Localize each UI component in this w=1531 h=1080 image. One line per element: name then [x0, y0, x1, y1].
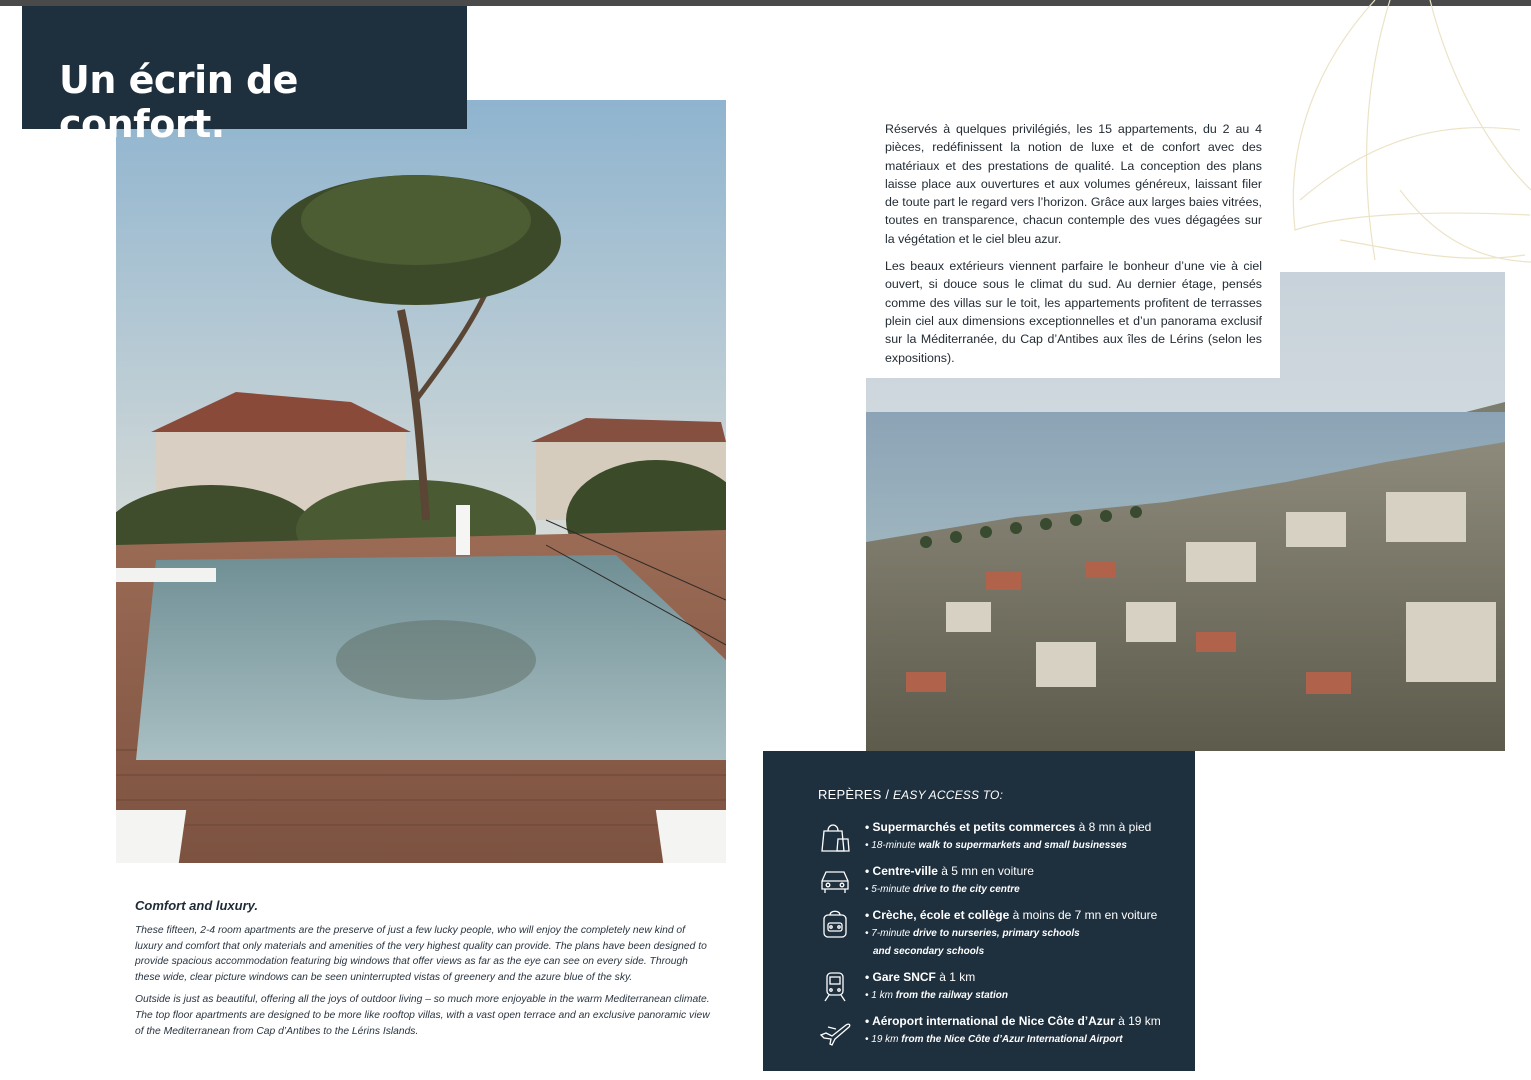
train-icon: [818, 969, 852, 1003]
access-panel: [763, 751, 1195, 1071]
schools-fr-bold: • Crèche, école et collège: [865, 908, 1010, 922]
city-en-light: • 5-minute: [865, 884, 913, 895]
airport-fr-bold: • Aéroport international de Nice Côte d’Azur: [865, 1014, 1115, 1028]
english-heading: Comfort and luxury.: [135, 898, 259, 913]
railway-fr-rest: à 1 km: [935, 970, 976, 984]
page-title: Un écrin de confort.: [59, 58, 298, 146]
airplane-icon: [818, 1013, 852, 1047]
schools-en-cont: and secondary schools: [873, 946, 985, 957]
railway-fr-bold: • Gare SNCF: [865, 970, 936, 984]
schools-en-bold: drive to nurseries, primary schools: [912, 928, 1080, 939]
airport-en-bold: from the Nice Côte d’Azur International Airport: [901, 1034, 1123, 1045]
access-heading-fr: REPÈRES /: [818, 787, 893, 802]
car-icon: [818, 863, 852, 897]
access-heading-en: EASY ACCESS TO:: [892, 788, 1004, 802]
french-paragraph-2: Les beaux extérieurs viennent parfaire le bonheur d’une vie à ciel ouvert, si douce sous le climat du sud. Au dernier étage, pensés comme des villas sur le toit, les appartements profitent de terrasses plein ciel aux dimensions exceptionnelles et d’un panorama exclusif sur la Méditerranée, du Cap d’Antibes aux îles de Lérins (selon les expositions).: [885, 259, 1262, 365]
title-block: [22, 6, 467, 146]
railway-en-bold: from the railway station: [895, 990, 1008, 1001]
french-paragraph-1: Réservés à quelques privilégiés, les 15 appartements, du 2 au 4 pièces, redéfinissent la notion de luxe et de confort avec des matériaux et des prestations de qualité. La conception des plans laisse place aux ouvertures et aux volumes généreux, laissant filer de toute part le regard vers l’horizon. Grâce aux larges baies vitrées, toutes en transparence, chacun contemple des vues dégagées sur la végétation et le ciel bleu azur.: [885, 122, 1262, 246]
english-paragraph-2: Outside is just as beautiful, offering all the joys of outdoor living – so much more enjoyable in the warm Mediterranean climate. The top floor apartments are designed to be more like rooftop villas, with a vast open terrace and an exclusive panoramic view of the Mediterranean from Cap d’Antibes to the Lérins Islands.: [135, 994, 710, 1037]
english-paragraph-1: These fifteen, 2-4 room apartments are the preserve of just a few lucky people, who will enjoy the completely new kind of luxury and comfort that only materials and amenities of the very highest quality can provide. The plans have been designed to provide spacious accommodation featuring big windows that offer views as far as the eye can see on every side. Through these wide, clear picture windows can be seen uninterrupted vistas of greenery and the azure blue of the sky.: [135, 925, 707, 983]
shops-en-bold: walk to supermarkets and small businesses: [918, 840, 1127, 851]
city-fr-bold: • Centre-ville: [865, 864, 938, 878]
school-bag-icon: [818, 907, 852, 941]
city-en-bold: drive to the city centre: [912, 884, 1020, 895]
english-description: [135, 898, 710, 1046]
railway-en-light: • 1 km: [865, 990, 896, 1001]
access-heading: [818, 787, 1003, 802]
shops-en-light: • 18-minute: [865, 840, 919, 851]
shops-fr-rest: à 8 mn à pied: [1075, 820, 1152, 834]
schools-en-light: • 7-minute: [865, 928, 913, 939]
airport-fr-rest: à 19 km: [1114, 1014, 1161, 1028]
shops-fr-bold: • Supermarchés et petits commerces: [865, 820, 1076, 834]
city-fr-rest: à 5 mn en voiture: [937, 864, 1034, 878]
sail-line-art: [1280, 0, 1531, 300]
shopping-bag-icon: [818, 819, 852, 853]
airport-en-light: • 19 km: [865, 1034, 902, 1045]
schools-fr-rest: à moins de 7 mn en voiture: [1009, 908, 1158, 922]
french-description: [866, 110, 1280, 378]
pool-terrace-photo: [116, 100, 726, 863]
